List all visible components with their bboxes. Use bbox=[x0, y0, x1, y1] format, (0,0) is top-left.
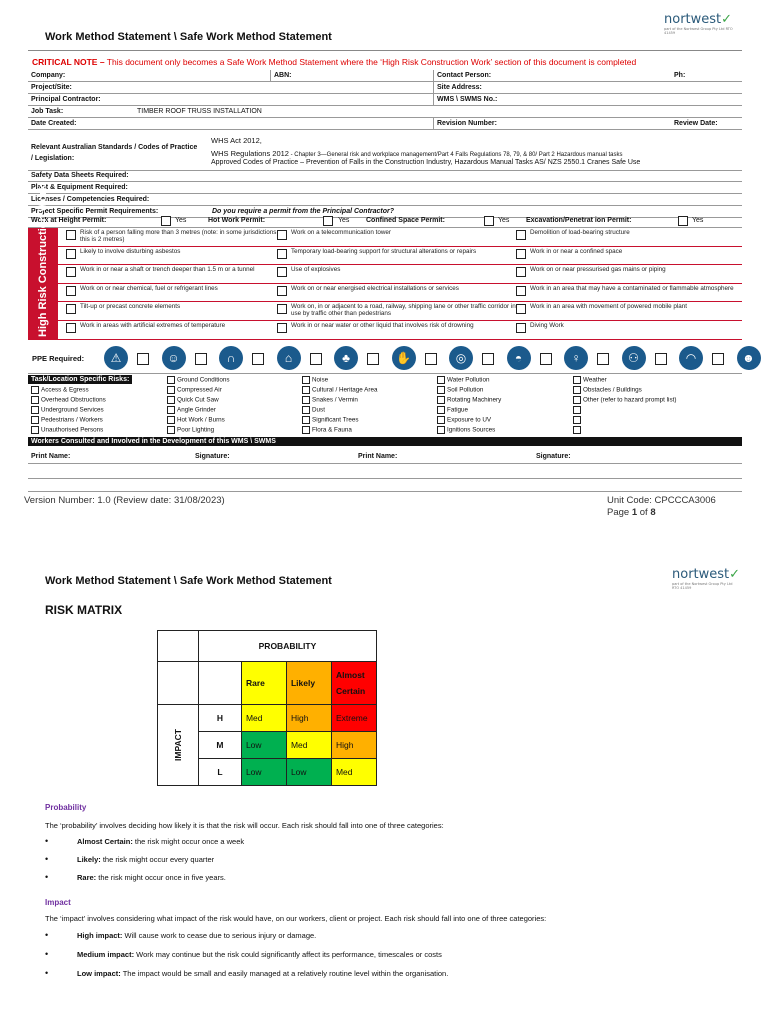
hard-hat-icon: ◓ bbox=[507, 346, 531, 370]
excavation-permit-label: Excavation/Penetrat ion Permit: bbox=[526, 217, 632, 224]
risk-label: Dust bbox=[312, 406, 325, 414]
harness-icon: ♀ bbox=[564, 346, 588, 370]
probability-intro: The ‘probability’ involves deciding how likely it is that the risk will occur. Each risk should fall into one of three categories: bbox=[45, 821, 444, 830]
bullet-icon: • bbox=[45, 872, 49, 882]
hrcw-checkbox[interactable] bbox=[66, 267, 76, 277]
page-number-label: Page bbox=[607, 507, 632, 518]
risk-label: Soil Pollution bbox=[447, 386, 484, 394]
ppe-row bbox=[104, 346, 755, 372]
logo-check-icon: ✓ bbox=[729, 567, 741, 582]
hrcw-checkbox[interactable] bbox=[277, 304, 287, 314]
hrcw-checkbox[interactable] bbox=[516, 323, 526, 333]
company-field[interactable] bbox=[134, 70, 271, 82]
critical-note bbox=[32, 57, 636, 67]
hrcw-grid bbox=[58, 228, 742, 340]
wah-permit-label: Work at Height Permit: bbox=[31, 217, 107, 224]
print-name-label: Print Name: bbox=[31, 453, 71, 460]
matrix-col-almost-certain: Almost Certain bbox=[331, 662, 376, 705]
standards-row bbox=[28, 134, 742, 171]
risk-checkbox[interactable] bbox=[302, 396, 310, 404]
face-mask-icon: ☺ bbox=[162, 346, 186, 370]
hrcw-item: Work on or near chemical, fuel or refrigerant lines bbox=[80, 284, 218, 292]
abn-label: ABN: bbox=[271, 70, 358, 82]
hrcw-checkbox[interactable] bbox=[66, 286, 76, 296]
page-number-total: 8 bbox=[650, 507, 656, 518]
permit-row bbox=[28, 216, 742, 228]
hrcw-item: Work in an area with movement of powered mobile plant bbox=[530, 303, 688, 310]
hrcw-checkbox[interactable] bbox=[277, 286, 287, 296]
hrcw-item: Work on a telecommunication tower bbox=[291, 229, 391, 236]
risk-label: Significant Trees bbox=[312, 416, 359, 424]
risk-checkbox[interactable] bbox=[437, 406, 445, 414]
risk-label: Pedestrians / Workers bbox=[41, 416, 103, 424]
hrcw-item: Likely to involve disturbing asbestos bbox=[80, 247, 181, 255]
risk-label: Water Pollution bbox=[447, 376, 490, 384]
project-site-label: Project/Site: bbox=[28, 82, 134, 94]
wms-no-label: WMS \ SWMS No.: bbox=[434, 94, 536, 106]
date-created-field[interactable] bbox=[134, 118, 434, 130]
hrcw-item: Demolition of load-bearing structure bbox=[530, 229, 630, 236]
risk-item bbox=[573, 386, 642, 394]
list-item bbox=[45, 930, 316, 940]
divider bbox=[28, 478, 742, 479]
confined-yes-label: Yes bbox=[498, 217, 510, 224]
risk-label: Weather bbox=[583, 376, 607, 384]
risk-item bbox=[437, 406, 468, 414]
risk-checkbox[interactable] bbox=[573, 386, 581, 394]
risk-label: Flora & Fauna bbox=[312, 426, 352, 434]
ppe-checkbox[interactable] bbox=[655, 353, 667, 365]
risk-label: Access & Egress bbox=[41, 386, 89, 394]
standards-line-1: WHS Act 2012, bbox=[211, 136, 262, 145]
risk-checkbox[interactable] bbox=[573, 396, 581, 404]
risk-checkbox[interactable] bbox=[167, 376, 175, 384]
ppe-checkbox[interactable] bbox=[540, 353, 552, 365]
risk-item bbox=[31, 416, 103, 424]
hrcw-checkbox[interactable] bbox=[66, 304, 76, 314]
risk-checkbox[interactable] bbox=[167, 396, 175, 404]
matrix-row-m: M bbox=[198, 732, 241, 759]
job-task-value[interactable]: TIMBER ROOF TRUSS INSTALLATION bbox=[134, 106, 742, 118]
hrcw-checkbox[interactable] bbox=[277, 249, 287, 259]
risk-checkbox[interactable] bbox=[31, 416, 39, 424]
version-number: Version Number: 1.0 (Review date: 31/08/2023) bbox=[24, 495, 225, 506]
print-name-label: Print Name: bbox=[358, 453, 398, 460]
sds-label: Safety Data Sheets Required: bbox=[28, 170, 209, 182]
risk-checkbox[interactable] bbox=[31, 396, 39, 404]
hrcw-item: Diving Work bbox=[530, 321, 564, 329]
matrix-row-h: H bbox=[198, 705, 241, 732]
hrcw-item: Use of explosives bbox=[291, 266, 341, 273]
divider bbox=[28, 491, 742, 492]
abn-field[interactable] bbox=[357, 70, 434, 82]
page-title: Work Method Statement \ Safe Work Method Statement bbox=[45, 31, 332, 43]
licenses-field[interactable] bbox=[209, 194, 742, 206]
principal-field[interactable] bbox=[134, 94, 434, 106]
risk-checkbox[interactable] bbox=[302, 376, 310, 384]
risk-checkbox[interactable] bbox=[31, 386, 39, 394]
logo-text: nortwest bbox=[672, 567, 730, 582]
risk-label: Obstacles / Buildings bbox=[583, 386, 642, 394]
risk-checkbox[interactable] bbox=[167, 416, 175, 424]
ppe-checkbox[interactable] bbox=[195, 353, 207, 365]
risk-item bbox=[573, 376, 607, 384]
hrcw-divider bbox=[58, 320, 742, 321]
goggles-icon: ◎ bbox=[449, 346, 473, 370]
risk-item bbox=[302, 376, 328, 384]
wah-permit-checkbox[interactable] bbox=[161, 216, 171, 226]
critical-note-text: This document only becomes a Safe Work Method Statement where the ‘High Risk Construction Work’ section of this document is completed bbox=[104, 57, 637, 67]
hrcw-item: Work on or near pressurised gas mains or piping bbox=[530, 266, 666, 273]
date-created-label: Date Created: bbox=[28, 118, 134, 130]
confined-permit-checkbox[interactable] bbox=[484, 216, 494, 226]
risks-grid bbox=[28, 375, 742, 437]
hrcw-checkbox[interactable] bbox=[277, 230, 287, 240]
risk-item bbox=[573, 396, 676, 404]
list-term: Likely: bbox=[77, 855, 101, 864]
ppe-checkbox[interactable] bbox=[482, 353, 494, 365]
risk-item bbox=[437, 376, 489, 384]
risk-matrix bbox=[157, 630, 377, 786]
risk-checkbox[interactable] bbox=[437, 376, 445, 384]
list-term: High impact: bbox=[77, 931, 123, 940]
risk-item bbox=[167, 426, 214, 434]
risk-item bbox=[302, 416, 359, 424]
matrix-corner-inner bbox=[198, 662, 241, 705]
hrcw-checkbox[interactable] bbox=[516, 304, 526, 314]
critical-note-label: CRITICAL NOTE – bbox=[32, 57, 105, 67]
risk-checkbox[interactable] bbox=[437, 386, 445, 394]
sun-hat-icon: ◠ bbox=[679, 346, 703, 370]
hazard-signs-icon: ⚠ bbox=[104, 346, 128, 370]
nortwest-logo bbox=[664, 12, 734, 35]
risk-item bbox=[167, 386, 222, 394]
matrix-corner bbox=[158, 631, 199, 662]
sds-field[interactable] bbox=[209, 170, 742, 182]
risk-label: Exposure to UV bbox=[447, 416, 492, 424]
risk-checkbox[interactable] bbox=[573, 416, 581, 424]
hrcw-checkbox[interactable] bbox=[66, 249, 76, 259]
risks-header: Task/Location Specific Risks: bbox=[28, 375, 132, 384]
ear-muffs-icon: ∩ bbox=[219, 346, 243, 370]
risk-item bbox=[437, 426, 495, 434]
hrcw-item: Work on, in or adjacent to a road, railway, shipping lane or other traffic corridor in use by traffic other than pedestrians bbox=[291, 303, 516, 317]
ph-label: Ph: bbox=[671, 70, 707, 82]
risk-label: Compressed Air bbox=[177, 386, 222, 394]
matrix-cell: Med bbox=[241, 705, 286, 732]
list-item bbox=[45, 836, 244, 846]
risk-label: Underground Services bbox=[41, 406, 104, 414]
risk-checkbox[interactable] bbox=[437, 396, 445, 404]
page-number-current: 1 bbox=[631, 507, 638, 518]
hrcw-item: Work in or near water or other liquid that involves risk of drowning bbox=[291, 321, 474, 329]
risk-label: Snakes / Vermin bbox=[312, 396, 358, 404]
probability-heading: Probability bbox=[45, 803, 87, 812]
ppe-checkbox[interactable] bbox=[425, 353, 437, 365]
matrix-col-likely: Likely bbox=[286, 662, 331, 705]
list-item bbox=[45, 854, 214, 864]
project-site-field[interactable] bbox=[134, 82, 434, 94]
risk-checkbox[interactable] bbox=[437, 426, 445, 434]
risk-item bbox=[167, 376, 230, 384]
risk-item bbox=[167, 396, 219, 404]
risk-item bbox=[437, 386, 483, 394]
hot-yes-label: Yes bbox=[338, 217, 350, 224]
hrcw-checkbox[interactable] bbox=[516, 230, 526, 240]
plant-label: Plant & Equipment Required: bbox=[28, 182, 209, 194]
logo-text: nortwest bbox=[664, 12, 722, 27]
face-shield-icon: ☻ bbox=[737, 346, 761, 370]
list-text: Will cause work to cease due to serious injury or damage. bbox=[122, 931, 317, 940]
hrcw-item: Work in or near a confined space bbox=[530, 247, 623, 255]
hrcw-item: Tilt-up or precast concrete elements bbox=[80, 303, 181, 310]
signature-label: Signature: bbox=[195, 453, 230, 460]
risk-label: Noise bbox=[312, 376, 329, 384]
bullet-icon: • bbox=[45, 930, 49, 940]
bullet-icon: • bbox=[45, 968, 49, 978]
matrix-cell: Low bbox=[241, 759, 286, 786]
gloves-icon: ✋ bbox=[392, 346, 416, 370]
ppe-checkbox[interactable] bbox=[252, 353, 264, 365]
hrcw-side-label bbox=[28, 184, 58, 340]
matrix-impact-label bbox=[158, 705, 199, 786]
hrcw-side-text: High Risk Construction Work bbox=[37, 184, 49, 337]
ppe-checkbox[interactable] bbox=[137, 353, 149, 365]
divider bbox=[28, 373, 742, 374]
risk-checkbox[interactable] bbox=[573, 376, 581, 384]
matrix-corner bbox=[158, 662, 199, 705]
hrcw-checkbox[interactable] bbox=[66, 230, 76, 240]
ppe-checkbox[interactable] bbox=[367, 353, 379, 365]
job-details-form bbox=[28, 70, 742, 130]
confined-permit-label: Confined Space Permit: bbox=[366, 217, 445, 224]
risk-item bbox=[437, 416, 491, 424]
risk-label: Rotating Machinery bbox=[447, 396, 502, 404]
risk-checkbox[interactable] bbox=[31, 426, 39, 434]
risk-item bbox=[167, 416, 225, 424]
logo-subtext: part of the Nortwest Group Pty Ltd RTO 41459 bbox=[664, 27, 733, 35]
list-term: Medium impact: bbox=[77, 950, 135, 959]
page2-title: Work Method Statement \ Safe Work Method Statement bbox=[45, 575, 332, 587]
review-date-label: Review Date: bbox=[671, 118, 742, 130]
risk-item bbox=[167, 406, 216, 414]
requirements-form bbox=[28, 170, 742, 218]
ppe-checkbox[interactable] bbox=[310, 353, 322, 365]
list-text: the risk might occur once in five years. bbox=[96, 873, 226, 882]
signature-label: Signature: bbox=[536, 453, 571, 460]
licenses-label: Licenses / Competencies Required: bbox=[28, 194, 209, 206]
ppe-checkbox[interactable] bbox=[597, 353, 609, 365]
risk-checkbox[interactable] bbox=[573, 406, 581, 414]
matrix-row-l: L bbox=[198, 759, 241, 786]
hrcw-checkbox[interactable] bbox=[516, 286, 526, 296]
hot-permit-label: Hot Work Permit: bbox=[208, 217, 266, 224]
respirator-icon: ⚇ bbox=[622, 346, 646, 370]
matrix-col-rare: Rare bbox=[241, 662, 286, 705]
risk-item bbox=[302, 426, 352, 434]
principal-label: Principal Contractor: bbox=[28, 94, 134, 106]
hrcw-checkbox[interactable] bbox=[516, 249, 526, 259]
list-text: Work may continue but the risk could significantly affect its performance, timescales or costs bbox=[134, 950, 442, 959]
list-text: the risk might occur once a week bbox=[132, 837, 245, 846]
hrcw-checkbox[interactable] bbox=[66, 323, 76, 333]
risk-item bbox=[302, 406, 325, 414]
risk-item bbox=[302, 396, 358, 404]
list-item bbox=[45, 872, 226, 882]
ph-field[interactable] bbox=[707, 70, 742, 82]
excavation-permit-checkbox[interactable] bbox=[678, 216, 688, 226]
list-text: the risk might occur every quarter bbox=[100, 855, 215, 864]
list-item bbox=[45, 968, 448, 978]
page-number bbox=[607, 507, 656, 518]
risk-item bbox=[437, 396, 501, 404]
revision-label: Revision Number: bbox=[434, 118, 536, 130]
risk-checkbox[interactable] bbox=[573, 426, 581, 434]
safety-boots-icon: ⌂ bbox=[277, 346, 301, 370]
standards-regs: WHS Regulations 2012 bbox=[211, 149, 289, 158]
risk-checkbox[interactable] bbox=[167, 426, 175, 434]
permits-question: Do you require a permit from the Principal Contractor? bbox=[209, 206, 742, 218]
risk-checkbox[interactable] bbox=[302, 416, 310, 424]
standards-regs-detail: - Chapter 3—General risk and workplace management/Part 4 Falls Regulations 78, 79, & 80/ Part 2 Hazardous manual tasks bbox=[288, 152, 623, 158]
company-label: Company: bbox=[28, 70, 134, 82]
contact-label: Contact Person: bbox=[434, 70, 536, 82]
risk-label: Quick Cut Saw bbox=[177, 396, 219, 404]
standards-label: Relevant Australian Standards / Codes of Practice / Legislation: bbox=[31, 144, 198, 162]
risk-checkbox[interactable] bbox=[437, 416, 445, 424]
impact-intro: The ‘impact’ involves considering what impact of the risk would have, on our workers, client or project. Each risk should fall into one of three categories: bbox=[45, 914, 547, 923]
hrcw-item: Risk of a person falling more than 3 metres (note: in some jurisdictions this is 2 metres) bbox=[80, 229, 277, 243]
bullet-icon: • bbox=[45, 949, 49, 959]
risk-checkbox[interactable] bbox=[167, 386, 175, 394]
impact-heading: Impact bbox=[45, 898, 71, 907]
hrcw-item: Work on or near energised electrical installations or services bbox=[291, 284, 459, 292]
contact-field[interactable] bbox=[535, 70, 671, 82]
risk-checkbox[interactable] bbox=[302, 406, 310, 414]
matrix-cell: Med bbox=[286, 732, 331, 759]
hrcw-divider bbox=[58, 264, 742, 265]
bullet-icon: • bbox=[45, 854, 49, 864]
hrcw-item: Work in an area that may have a contaminated or flammable atmosphere bbox=[530, 284, 734, 292]
matrix-cell: Low bbox=[286, 759, 331, 786]
risk-item bbox=[302, 386, 377, 394]
page-number-of: of bbox=[637, 507, 651, 518]
hrcw-divider bbox=[58, 301, 742, 302]
excavation-yes-label: Yes bbox=[692, 217, 704, 224]
matrix-cell: High bbox=[331, 732, 376, 759]
ppe-label: PPE Required: bbox=[32, 354, 85, 363]
hrcw-item: Work in or near a shaft or trench deeper than 1.5 m or a tunnel bbox=[80, 266, 255, 273]
matrix-cell: Extreme bbox=[331, 705, 376, 732]
hrcw-divider bbox=[58, 339, 742, 340]
permits-label: Project Specific Permit Requirements: bbox=[28, 206, 209, 218]
bullet-icon: • bbox=[45, 836, 49, 846]
hrcw-checkbox[interactable] bbox=[516, 267, 526, 277]
hrcw-item: Temporary load-bearing support for structural alterations or repairs bbox=[291, 247, 477, 255]
risk-label: Fatigue bbox=[447, 406, 469, 414]
hi-vis-vest-icon: ♣ bbox=[334, 346, 358, 370]
list-term: Low impact: bbox=[77, 969, 121, 978]
consult-row bbox=[28, 451, 742, 464]
matrix-impact-text: IMPACT bbox=[172, 729, 183, 761]
matrix-cell: High bbox=[286, 705, 331, 732]
risk-label: Ground Conditions bbox=[177, 376, 230, 384]
divider bbox=[28, 50, 742, 51]
unit-code: Unit Code: CPCCCA3006 bbox=[607, 495, 716, 506]
hrcw-checkbox[interactable] bbox=[277, 267, 287, 277]
revision-field[interactable] bbox=[535, 118, 671, 130]
risk-label: Other (refer to hazard prompt list) bbox=[583, 396, 677, 404]
risk-label: Unauthorised Persons bbox=[41, 426, 104, 434]
ppe-checkbox[interactable] bbox=[712, 353, 724, 365]
list-text: The impact would be small and easily managed at a relatively routine level within the organisation. bbox=[120, 969, 449, 978]
hrcw-item: Work in areas with artificial extremes of temperature bbox=[80, 321, 226, 329]
logo-subtext: part of the Nortwest Group Pty Ltd RTO 41459 bbox=[672, 582, 733, 590]
site-address-label: Site Address: bbox=[434, 82, 536, 94]
risk-matrix-heading: RISK MATRIX bbox=[45, 603, 123, 617]
risk-checkbox[interactable] bbox=[302, 426, 310, 434]
risk-item bbox=[31, 396, 106, 404]
wms-no-field[interactable] bbox=[535, 94, 742, 106]
matrix-cell: Med bbox=[331, 759, 376, 786]
hrcw-divider bbox=[58, 246, 742, 247]
list-term: Almost Certain: bbox=[77, 837, 133, 846]
standards-line-2 bbox=[211, 149, 622, 158]
list-term: Rare: bbox=[77, 873, 97, 882]
job-task-label: Job Task: bbox=[28, 106, 134, 118]
risk-label: Hot Work / Burns bbox=[177, 416, 225, 424]
standards-line-3: Approved Codes of Practice – Prevention of Falls in the Construction Industry, Hazardous Manual Tasks AS/ NZS 2550.1 Cranes Safe Use bbox=[211, 159, 641, 166]
consult-header: Workers Consulted and Involved in the Development of this WMS \ SWMS bbox=[28, 437, 742, 446]
risk-item bbox=[31, 426, 103, 434]
risk-label: Overhead Obstructions bbox=[41, 396, 106, 404]
risk-label: Ignitions Sources bbox=[447, 426, 496, 434]
plant-field[interactable] bbox=[209, 182, 742, 194]
hrcw-checkbox[interactable] bbox=[277, 323, 287, 333]
risk-checkbox[interactable] bbox=[31, 406, 39, 414]
risk-label: Angle Grinder bbox=[177, 406, 216, 414]
logo-check-icon: ✓ bbox=[721, 12, 733, 27]
site-address-field[interactable] bbox=[535, 82, 742, 94]
risk-label: Cultural / Heritage Area bbox=[312, 386, 378, 394]
risk-item bbox=[31, 406, 104, 414]
nortwest-logo-page2 bbox=[672, 567, 741, 590]
risk-label: Poor Lighting bbox=[177, 426, 215, 434]
risk-checkbox[interactable] bbox=[302, 386, 310, 394]
list-item bbox=[45, 949, 442, 959]
wah-yes-label: Yes bbox=[175, 217, 187, 224]
matrix-probability-header: PROBABILITY bbox=[198, 631, 376, 662]
matrix-cell: Low bbox=[241, 732, 286, 759]
hrcw-divider bbox=[58, 283, 742, 284]
risk-checkbox[interactable] bbox=[167, 406, 175, 414]
hot-permit-checkbox[interactable] bbox=[323, 216, 333, 226]
risk-item bbox=[31, 386, 89, 394]
